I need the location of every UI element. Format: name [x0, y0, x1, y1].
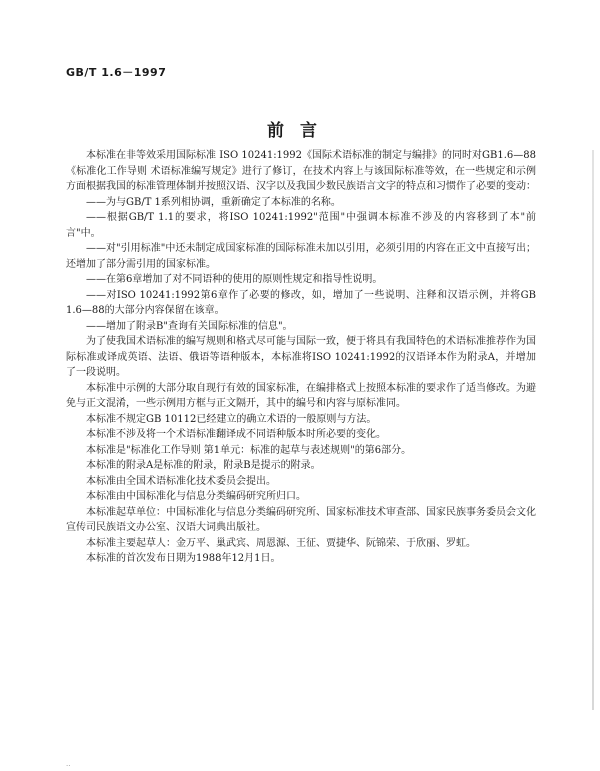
paragraph: 本标准由全国术语标准化技术委员会提出。: [86, 475, 276, 487]
foreword-body: [66, 148, 536, 567]
footer-mark: ··: [66, 762, 71, 770]
paragraph: 本标准在非等效采用国际标准 ISO 10241:1992《国际术语标准的制定与编排》的同时对GB1.6—88《标准化工作导则 术语标准编写规定》进行了修订，在技术内容上与该国际标准等效，在一些规定和示例方面根据我国的标准管理体制并按照汉语、汉字以及我国少数民族语言文字的特点和习惯作了必要的变动：: [66, 150, 536, 192]
paragraph: ——根据GB/T 1.1的要求，将ISO 10241:1992"范围"中强调本标准不涉及的内容移到了本"前言"中。: [66, 212, 536, 239]
paragraph: 本标准起草单位：中国标准化与信息分类编码研究所、国家标准技术审查部、国家民族事务委员会文化宣传司民族语文办公室、汉语大词典出版社。: [66, 506, 536, 533]
paragraph: 本标准不规定GB 10112已经建立的确立术语的一般原则与方法。: [86, 413, 377, 425]
paragraph: 本标准是"标准化工作导则 第1单元：标准的起草与表述规则"的第6部分。: [86, 444, 412, 456]
paragraph: 为了使我国术语标准的编写规则和格式尽可能与国际一致，便于将具有我国特色的术语标准推荐作为国际标准或译成英语、法语、俄语等语种版本，本标准将ISO 10241:1992的汉语译本作为附录A，并增加了一段说明。: [66, 336, 536, 378]
paragraph: 本标准的附录A是标准的附录，附录B是提示的附录。: [86, 460, 321, 471]
page-title: 前言: [267, 121, 333, 141]
standard-code: GB/T 1.6－1997: [66, 66, 167, 79]
paragraph: 本标准主要起草人：金万平、巢武宾、周恩源、王征、贾捷华、阮锦荣、于欣丽、罗虹。: [86, 537, 476, 549]
paragraph: 本标准不涉及将一个术语标准翻译成不同语种版本时所必要的变化。: [86, 429, 386, 440]
paragraph: ——增加了附录B"查询有关国际标准的信息"。: [86, 320, 293, 332]
paragraph: ——为与GB/T 1系列相协调，重新确定了本标准的名称。: [86, 196, 341, 208]
paragraph: 本标准中示例的大部分取自现行有效的国家标准，在编排格式上按照本标准的要求作了适当修改。为避免与正文混淆，一些示例用方框与正文隔开，其中的编号和内容与原标准同。: [66, 382, 536, 409]
scan-edge-shadow: [592, 150, 594, 710]
paragraph: ——对ISO 10241:1992第6章作了必要的修改，如，增加了一些说明、注释和汉语示例，并将GB 1.6—88的大部分内容保留在该章。: [66, 289, 536, 316]
paragraph: ——对"引用标准"中还未制定成国家标准的国际标准未加以引用，必须引用的内容在正文中直接写出；还增加了部分需引用的国家标准。: [66, 243, 536, 270]
paragraph: ——在第6章增加了对不同语种的使用的原则性规定和指导性说明。: [86, 274, 383, 285]
paragraph: 本标准的首次发布日期为1988年12月1日。: [86, 553, 281, 564]
paragraph: 本标准由中国标准化与信息分类编码研究所归口。: [86, 491, 306, 502]
